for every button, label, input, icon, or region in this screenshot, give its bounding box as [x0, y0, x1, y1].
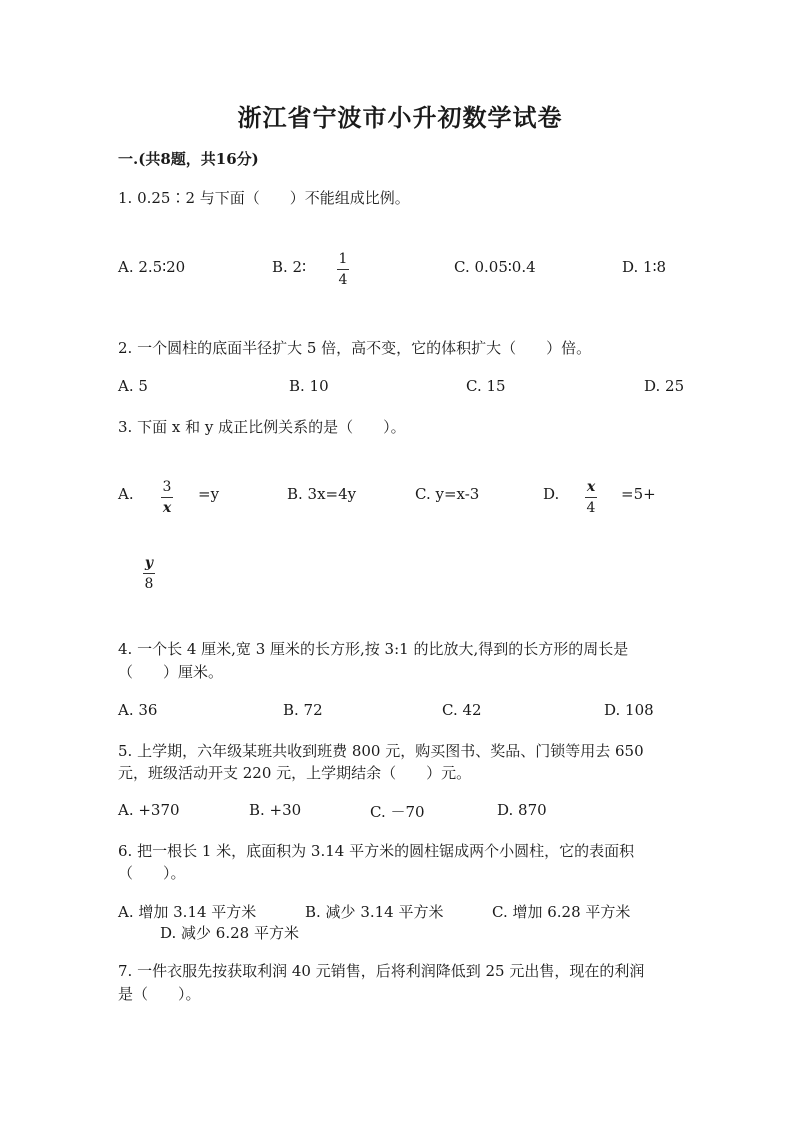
section-heading: 一.(共8题，共16分): [118, 150, 259, 168]
question-2-option-d: D. 25: [644, 377, 685, 395]
question-6-option-c: C. 增加 6.28 平方米: [492, 903, 631, 921]
question-5-option-b: B. +30: [249, 801, 302, 819]
question-5-option-d: D. 870: [497, 801, 547, 819]
question-2-text: 2. 一个圆柱的底面半径扩大 5 倍，高不变，它的体积扩大（ ）倍。: [118, 339, 592, 357]
fraction-bar: [143, 573, 155, 574]
question-5-text-line-1: 5. 上学期，六年级某班共收到班费 800 元，购买图书、奖品、门锁等用去 650: [118, 742, 644, 760]
question-1-option-b: B. 2∶: [272, 258, 307, 276]
question-3-option-d-rest: =5+: [621, 485, 656, 503]
question-6-option-d: D. 减少 6.28 平方米: [160, 924, 299, 942]
question-6-text-line-1: 6. 把一根长 1 米，底面积为 3.14 平方米的圆柱锯成两个小圆柱，它的表面积: [118, 842, 635, 860]
question-1-option-d: D. 1∶8: [622, 258, 667, 276]
question-1-option-a: A. 2.5∶20: [118, 258, 186, 276]
question-3-option-d-fraction: [585, 479, 597, 516]
fraction-denominator: 4: [338, 272, 348, 288]
question-5-text-line-2: 元，班级活动开支 220 元，上学期结余（ ）元。: [118, 764, 472, 782]
question-2-option-c: C. 15: [466, 377, 506, 395]
question-3-option-b: B. 3x=4y: [287, 485, 357, 503]
question-1-option-b-fraction: [337, 251, 349, 288]
question-3-option-c: C. y=x-3: [415, 485, 480, 503]
question-4-text-line-2: （ ）厘米。: [118, 663, 224, 681]
question-6-option-b: B. 减少 3.14 平方米: [305, 903, 444, 921]
fraction-bar: [337, 269, 349, 270]
fraction-bar: [585, 497, 597, 498]
question-3-option-a-rest: =y: [198, 485, 220, 503]
fraction-numerator: x: [586, 479, 596, 495]
question-7-text-line-1: 7. 一件衣服先按获取利润 40 元销售，后将利润降低到 25 元出售，现在的利润: [118, 962, 645, 980]
question-4-option-b: B. 72: [283, 701, 323, 719]
question-3-option-a-label: A.: [118, 485, 134, 503]
question-3-text: 3. 下面 x 和 y 成正比例关系的是（ ）。: [118, 418, 406, 436]
fraction-denominator: 4: [586, 500, 596, 516]
question-4-text-line-1: 4. 一个长 4 厘米,宽 3 厘米的长方形,按 3:1 的比放大,得到的长方形的周长是: [118, 640, 629, 658]
fraction-denominator: 8: [144, 576, 154, 592]
question-1-text: 1. 0.25∶2 与下面（ ）不能组成比例。: [118, 189, 410, 207]
question-6-text-line-2: （ ）。: [118, 864, 186, 882]
fraction-denominator: x: [162, 500, 172, 516]
question-3-option-d-fraction-2: [143, 555, 155, 592]
question-5-option-c: C. －70: [370, 803, 425, 821]
question-7-text-line-2: 是（ ）。: [118, 985, 201, 1003]
question-3-option-d-label: D.: [543, 485, 560, 503]
fraction-bar: [161, 497, 173, 498]
question-1-option-c: C. 0.05∶0.4: [454, 258, 536, 276]
question-2-option-a: A. 5: [118, 377, 148, 395]
question-4-option-d: D. 108: [604, 701, 654, 719]
question-5-option-a: A. +370: [118, 801, 180, 819]
question-4-option-c: C. 42: [442, 701, 482, 719]
question-3-option-a-fraction: [161, 479, 173, 516]
page-title: 浙江省宁波市小升初数学试卷: [237, 103, 563, 132]
fraction-numerator: 3: [162, 479, 172, 495]
question-6-option-a: A. 增加 3.14 平方米: [118, 903, 257, 921]
question-4-option-a: A. 36: [118, 701, 158, 719]
fraction-numerator: y: [144, 555, 154, 571]
fraction-numerator: 1: [338, 251, 348, 267]
question-2-option-b: B. 10: [289, 377, 329, 395]
